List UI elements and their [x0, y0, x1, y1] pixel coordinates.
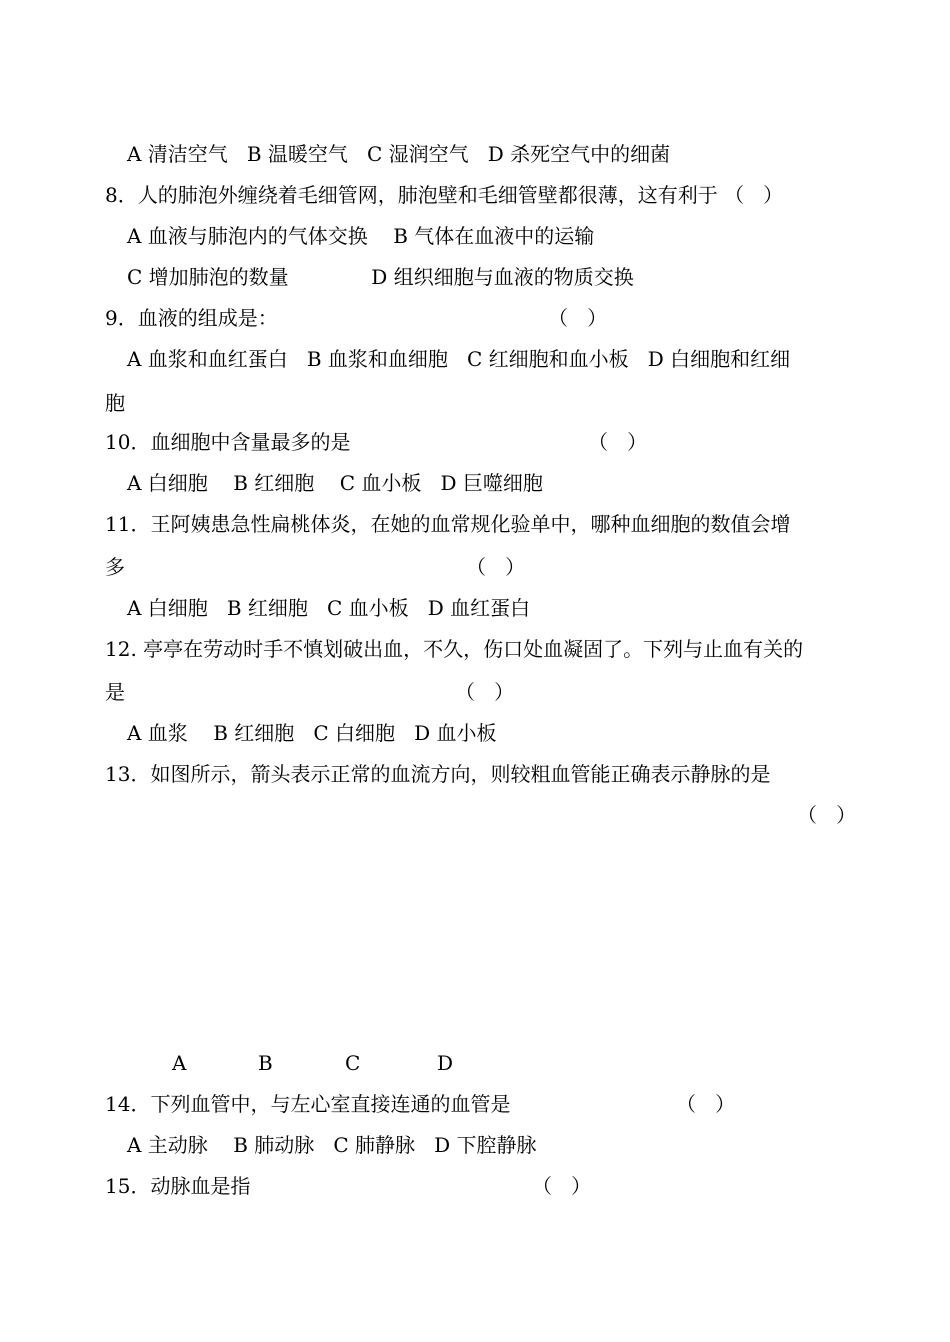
q9-options-line2: 胞: [105, 391, 125, 415]
q12-stem-cont: 是: [105, 680, 125, 704]
q11-stem: 11．王阿姨患急性扁桃体炎，在她的血常规化验单中，哪种血细胞的数值会增: [105, 512, 791, 536]
q9-options-line1: A 血浆和血红蛋白 B 血浆和血细胞 C 红细胞和血小板 D 白细胞和红细: [127, 347, 791, 371]
q13-figure-label-c: C: [345, 1051, 361, 1075]
q14-options: A 主动脉 B 肺动脉 C 肺静脉 D 下腔静脉: [127, 1133, 537, 1157]
q11-options: A 白细胞 B 红细胞 C 血小板 D 血红蛋白: [127, 596, 531, 620]
q8-stem: 8．人的肺泡外缠绕着毛细管网，肺泡壁和毛细管壁都很薄，这有利于 （ ）: [105, 183, 784, 207]
q8-options-line2: C 增加肺泡的数量 D 组织细胞与血液的物质交换: [127, 265, 634, 289]
q7-options: A 清洁空气 B 温暖空气 C 湿润空气 D 杀死空气中的细菌: [127, 142, 671, 166]
q13-answer-paren: （ ）: [797, 803, 857, 827]
q11-answer-paren: （ ）: [466, 555, 526, 579]
q10-stem: 10．血细胞中含量最多的是: [105, 430, 351, 454]
q13-figure-label-a: A: [172, 1051, 187, 1075]
q15-stem: 15．动脉血是指: [105, 1174, 251, 1198]
q14-stem: 14．下列血管中，与左心室直接连通的血管是: [105, 1092, 511, 1116]
q10-answer-paren: （ ）: [588, 430, 648, 454]
q11-stem-cont: 多: [105, 555, 125, 579]
q10-options: A 白细胞 B 红细胞 C 血小板 D 巨噬细胞: [127, 471, 543, 495]
q12-options: A 血浆 B 红细胞 C 白细胞 D 血小板: [127, 721, 497, 745]
q13-figure-label-b: B: [258, 1051, 273, 1075]
q14-answer-paren: （ ）: [676, 1092, 736, 1116]
q13-figure-label-d: D: [437, 1051, 454, 1075]
q9-stem: 9．血液的组成是：: [105, 306, 278, 330]
q12-answer-paren: （ ）: [455, 680, 515, 704]
q9-answer-paren: （ ）: [548, 306, 608, 330]
q13-stem: 13．如图所示，箭头表示正常的血流方向，则较粗血管能正确表示静脉的是: [105, 762, 771, 786]
q8-options-line1: A 血液与肺泡内的气体交换 B 气体在血液中的运输: [127, 224, 595, 248]
q12-stem: 12. 亭亭在劳动时手不慎划破出血，不久，伤口处血凝固了。下列与止血有关的: [105, 637, 804, 661]
q15-answer-paren: （ ）: [532, 1174, 592, 1198]
